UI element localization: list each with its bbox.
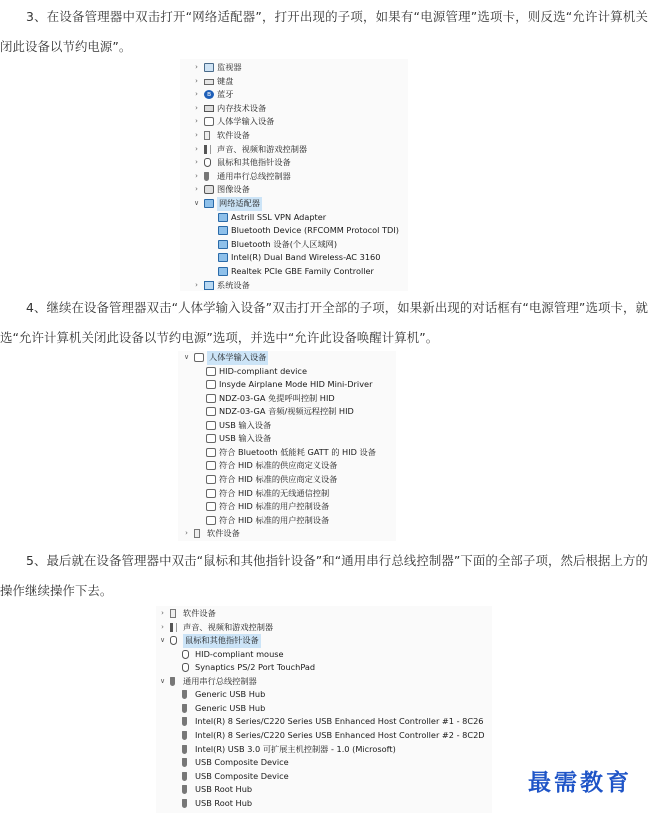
- imaging-device-icon: [204, 185, 214, 194]
- device-label: 声音、视频和游戏控制器: [183, 621, 274, 632]
- usb-controller-icon: [182, 731, 187, 740]
- device-label: 鼠标和其他指针设备: [183, 634, 261, 648]
- device-label: 软件设备: [207, 528, 240, 539]
- device-label: 符合 HID 标准的用户控制设备: [219, 514, 330, 525]
- chevron-right-icon[interactable]: ›: [185, 529, 188, 538]
- device-tree-category-item[interactable]: [180, 279, 408, 291]
- device-label: NDZ-03-GA 免提呼叫控制 HID: [219, 392, 335, 403]
- device-label: 软件设备: [183, 608, 216, 618]
- device-tree-child-item[interactable]: [156, 743, 492, 757]
- audio-icon: [204, 145, 211, 154]
- audio-icon: [170, 623, 177, 632]
- chevron-right-icon[interactable]: ›: [195, 90, 198, 99]
- device-label: NDZ-03-GA 音频/视频远程控制 HID: [219, 406, 354, 417]
- device-label: 符合 HID 标准的供应商定义设备: [219, 460, 338, 471]
- chevron-right-icon[interactable]: ›: [195, 117, 198, 126]
- device-label: 人体学输入设备: [207, 351, 268, 365]
- device-tree-category-item[interactable]: [180, 170, 408, 184]
- device-tree-child-item[interactable]: [156, 797, 492, 811]
- usb-controller-icon: [182, 690, 187, 699]
- device-label: USB Root Hub: [195, 797, 253, 808]
- network-adapter-icon: [218, 253, 228, 262]
- device-tree-child-item[interactable]: [178, 378, 396, 392]
- device-tree-category-item[interactable]: [180, 61, 408, 75]
- device-label: Generic USB Hub: [195, 702, 266, 713]
- network-adapter-icon: [218, 226, 228, 235]
- hid-icon: [206, 475, 216, 484]
- usb-controller-icon: [182, 799, 187, 808]
- device-label: 软件设备: [217, 130, 250, 140]
- system-device-icon: [204, 281, 214, 290]
- device-manager-screenshot-mouse-usb: [156, 606, 492, 813]
- device-tree-child-item[interactable]: [156, 729, 492, 743]
- device-label: 蓝牙: [217, 89, 234, 100]
- step-4-paragraph: 4、继续在设备管理器双击“人体学输入设备”双击打开全部的子项，如果新出现的对话框有“电源管理”选项卡，就选“允许计算机关闭此设备以节约电源”选项，并选中“允许此设备唤醒计算机”。: [0, 300, 648, 345]
- device-label: 通用串行总线控制器: [217, 170, 291, 181]
- step-5-paragraph: 5、最后就在设备管理器中双击“鼠标和其他指针设备”和“通用串行总线控制器”下面的全部子项，然后根据上方的操作继续操作下去。: [0, 553, 648, 598]
- hid-icon: [204, 117, 214, 126]
- mouse-icon: [204, 158, 211, 167]
- device-tree-category-item[interactable]: [180, 75, 408, 89]
- device-tree-child-item[interactable]: [178, 487, 396, 501]
- hid-icon: [206, 380, 216, 389]
- device-label: 系统设备: [217, 279, 250, 290]
- device-label: 通用串行总线控制器: [183, 675, 257, 686]
- device-tree-child-item[interactable]: [178, 432, 396, 446]
- device-tree-child-item[interactable]: [156, 756, 492, 770]
- device-tree-child-item[interactable]: [178, 365, 396, 379]
- chevron-right-icon[interactable]: ›: [195, 185, 198, 194]
- device-label: Bluetooth Device (RFCOMM Protocol TDI): [231, 225, 399, 236]
- device-tree-category-item[interactable]: [156, 634, 492, 648]
- device-tree-child-item[interactable]: [180, 238, 408, 252]
- device-tree-category-item[interactable]: [178, 527, 396, 541]
- device-label: Intel(R) 8 Series/C220 Series USB Enhanced Host Controller #2 - 8C2D: [195, 729, 485, 740]
- device-tree-child-item[interactable]: [180, 211, 408, 225]
- hid-icon: [206, 502, 216, 511]
- device-tree-child-item[interactable]: [178, 500, 396, 514]
- step-3-paragraph: 3、在设备管理器中双击打开“网络适配器”，打开出现的子项，如果有“电源管理”选项卡，则反选“允许计算机关闭此设备以节约电源”。: [0, 9, 648, 54]
- watermark-logo: 最需教育: [528, 769, 632, 796]
- usb-controller-icon: [182, 785, 187, 794]
- chevron-right-icon[interactable]: ›: [195, 158, 198, 167]
- device-label: 监视器: [217, 62, 242, 72]
- device-tree-child-item[interactable]: [180, 251, 408, 265]
- device-label: Synaptics PS/2 Port TouchPad: [195, 662, 316, 673]
- device-label: 键盘: [217, 75, 234, 86]
- keyboard-icon: [204, 79, 214, 85]
- device-label: USB 输入设备: [219, 419, 272, 430]
- device-tree-category-item[interactable]: [180, 88, 408, 102]
- chevron-down-icon[interactable]: ∨: [183, 353, 190, 361]
- network-adapter-icon: [204, 199, 214, 208]
- device-label: USB Root Hub: [195, 784, 253, 795]
- device-label: HID-compliant mouse: [195, 648, 284, 659]
- device-label: USB 输入设备: [219, 433, 272, 444]
- device-tree-child-item[interactable]: [178, 459, 396, 473]
- chevron-right-icon[interactable]: ›: [195, 103, 198, 112]
- device-tree-category-item[interactable]: [180, 115, 408, 129]
- device-tree-child-item[interactable]: [178, 405, 396, 419]
- hid-icon: [194, 353, 204, 362]
- device-tree-child-item[interactable]: [156, 702, 492, 716]
- device-label: 符合 HID 标准的供应商定义设备: [219, 473, 338, 484]
- device-tree-category-item[interactable]: [180, 102, 408, 116]
- hid-icon: [206, 367, 216, 376]
- monitor-icon: [204, 63, 214, 72]
- hid-icon: [206, 461, 216, 470]
- device-tree-category-item[interactable]: [180, 143, 408, 157]
- device-tree-category-item[interactable]: [180, 197, 408, 211]
- device-tree-category-item[interactable]: [180, 183, 408, 197]
- device-label: Realtek PCIe GBE Family Controller: [231, 266, 374, 276]
- device-label: 内存技术设备: [217, 102, 267, 113]
- software-device-icon: [204, 131, 210, 140]
- device-label: 声音、视频和游戏控制器: [217, 143, 308, 154]
- network-adapter-icon: [218, 267, 228, 276]
- chevron-down-icon[interactable]: ∨: [159, 636, 166, 645]
- device-label: HID-compliant device: [219, 365, 307, 376]
- device-label: Astrill SSL VPN Adapter: [231, 211, 327, 222]
- usb-controller-icon: [170, 677, 175, 686]
- chevron-right-icon[interactable]: ›: [195, 131, 198, 139]
- usb-controller-icon: [182, 717, 187, 726]
- usb-controller-icon: [182, 745, 187, 754]
- chevron-right-icon[interactable]: ›: [161, 609, 164, 617]
- chevron-right-icon[interactable]: ›: [195, 280, 198, 289]
- device-label: 人体学输入设备: [217, 116, 275, 127]
- device-label: Intel(R) USB 3.0 可扩展主机控制器 - 1.0 (Microsoft): [195, 743, 396, 754]
- device-label: Insyde Airplane Mode HID Mini-Driver: [219, 379, 373, 390]
- memory-icon: [204, 105, 214, 112]
- mouse-icon: [170, 636, 177, 645]
- device-tree-category-item[interactable]: [178, 351, 396, 365]
- device-label: 图像设备: [217, 184, 250, 195]
- device-label: USB Composite Device: [195, 770, 289, 781]
- device-label: 符合 HID 标准的无线通信控制: [219, 487, 330, 498]
- chevron-right-icon[interactable]: ›: [195, 63, 198, 71]
- hid-icon: [206, 434, 216, 443]
- software-device-icon: [194, 529, 200, 538]
- device-tree-child-item[interactable]: [178, 446, 396, 460]
- usb-controller-icon: [182, 704, 187, 713]
- device-tree-child-item[interactable]: [178, 419, 396, 433]
- device-label: Bluetooth 设备(个人区域网): [231, 238, 338, 249]
- usb-controller-icon: [182, 772, 187, 781]
- device-manager-screenshot-network-adapters: [180, 59, 408, 291]
- bluetooth-icon: ʙ: [204, 90, 214, 99]
- chevron-right-icon[interactable]: ›: [195, 144, 198, 153]
- mouse-icon: [182, 650, 189, 659]
- device-tree-child-item[interactable]: [156, 688, 492, 702]
- device-tree-child-item[interactable]: [156, 715, 492, 729]
- device-label: 符合 HID 标准的用户控制设备: [219, 501, 330, 512]
- device-tree-child-item[interactable]: [156, 783, 492, 797]
- chevron-down-icon[interactable]: ∨: [193, 199, 200, 207]
- device-label: Intel(R) Dual Band Wireless-AC 3160: [231, 252, 381, 263]
- chevron-right-icon[interactable]: ›: [195, 171, 198, 180]
- device-manager-screenshot-hid-devices: [178, 351, 396, 541]
- hid-icon: [206, 516, 216, 525]
- hid-icon: [206, 421, 216, 430]
- hid-icon: [206, 489, 216, 498]
- network-adapter-icon: [218, 213, 228, 222]
- usb-controller-icon: [204, 172, 209, 181]
- hid-icon: [206, 448, 216, 457]
- device-tree-child-item[interactable]: [180, 224, 408, 238]
- device-label: 符合 Bluetooth 低能耗 GATT 的 HID 设备: [219, 446, 376, 457]
- device-label: 网络适配器: [217, 197, 262, 211]
- device-tree-child-item[interactable]: [156, 770, 492, 784]
- device-tree-category-item[interactable]: [180, 156, 408, 170]
- device-label: USB Composite Device: [195, 757, 289, 768]
- device-tree-child-item[interactable]: [178, 392, 396, 406]
- mouse-icon: [182, 663, 189, 672]
- device-label: 鼠标和其他指针设备: [217, 157, 291, 168]
- chevron-right-icon[interactable]: ›: [161, 622, 164, 631]
- hid-icon: [206, 394, 216, 403]
- usb-controller-icon: [182, 758, 187, 767]
- device-tree-child-item[interactable]: [156, 661, 492, 675]
- network-adapter-icon: [218, 240, 228, 249]
- device-tree-child-item[interactable]: [156, 648, 492, 662]
- device-tree-child-item[interactable]: [180, 265, 408, 279]
- device-tree-category-item[interactable]: [156, 621, 492, 635]
- chevron-down-icon[interactable]: ∨: [159, 676, 166, 685]
- device-tree-category-item[interactable]: [156, 675, 492, 689]
- device-tree-child-item[interactable]: [178, 514, 396, 528]
- device-label: Intel(R) 8 Series/C220 Series USB Enhanced Host Controller #1 - 8C26: [195, 716, 484, 727]
- device-label: Generic USB Hub: [195, 689, 266, 700]
- device-tree-category-item[interactable]: [156, 607, 492, 621]
- chevron-right-icon[interactable]: ›: [195, 76, 198, 85]
- hid-icon: [206, 407, 216, 416]
- device-tree-child-item[interactable]: [178, 473, 396, 487]
- software-device-icon: [170, 609, 176, 618]
- device-tree-category-item[interactable]: [180, 129, 408, 143]
